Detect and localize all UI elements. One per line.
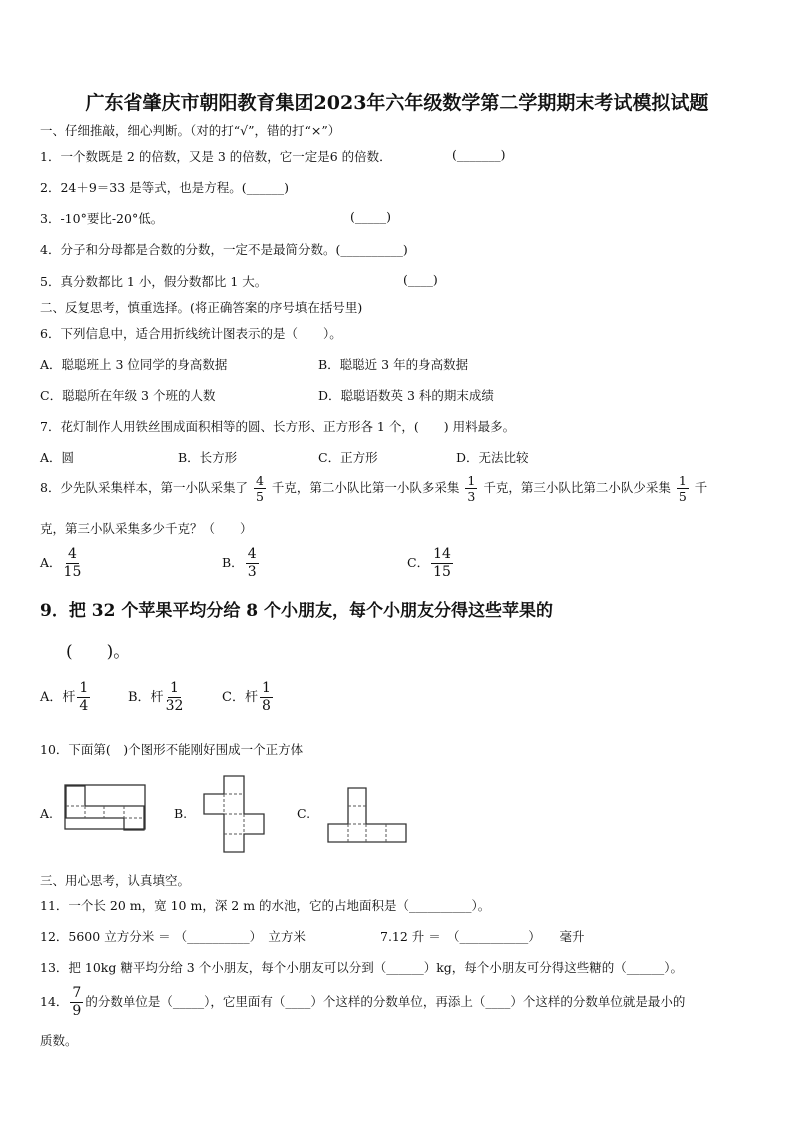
fraction-4-15 <box>64 546 82 581</box>
fraction-1-32 <box>166 680 184 715</box>
question-6-option-c[interactable]: C．聪聪所在年级 3 个班的人数 <box>40 388 216 403</box>
question-6-option-a[interactable]: A．聪聪班上 3 位同学的身高数据 <box>40 357 228 372</box>
question-1-blank[interactable]: (_______) <box>452 147 506 162</box>
fraction-denominator: 9 <box>72 1003 82 1019</box>
question-2: 2．24＋9＝33 是等式，也是方程。(______) <box>40 180 289 195</box>
question-10-option-c-label[interactable]: C. <box>297 806 311 821</box>
option-label: B． <box>222 555 244 570</box>
page-title: 广东省肇庆市朝阳教育集团2023年六年级数学第二学期期末考试模拟试题 <box>85 92 709 114</box>
question-14-line-2: 质数。 <box>40 1033 78 1048</box>
question-8-line-1 <box>40 473 760 504</box>
fraction-numerator: 4 <box>67 546 77 562</box>
question-8-text-3: 千克，第三小队比第二小队少采集 <box>483 480 671 495</box>
question-9-blank[interactable]: ( )。 <box>66 642 131 662</box>
fraction-1-3 <box>465 473 477 504</box>
question-14-number: 14． <box>40 994 69 1009</box>
question-10-option-b-label[interactable]: B. <box>174 806 188 821</box>
fraction-1-8 <box>260 680 273 715</box>
option-label: C．杆 <box>222 690 258 705</box>
fraction-denominator: 4 <box>79 698 89 714</box>
question-5-blank[interactable]: (____) <box>403 272 438 287</box>
fraction-numerator: 14 <box>433 546 451 562</box>
question-9-option-c[interactable] <box>222 680 275 715</box>
fraction-denominator: 3 <box>467 489 476 504</box>
question-6: 6．下列信息中，适合用折线统计图表示的是（ ）。 <box>40 326 342 341</box>
fraction-14-15 <box>431 546 453 581</box>
option-label: C． <box>407 555 430 570</box>
option-label: A． <box>40 555 62 570</box>
question-1: 1．一个数既是 2 的倍数，又是 3 的倍数，它一定是6 的倍数． <box>40 149 392 164</box>
fraction-numerator: 1 <box>170 680 179 696</box>
question-8-line-2: 克，第三小队采集多少千克？（ ） <box>40 521 253 536</box>
question-8-text-2: 千克，第二小队比第一小队多采集 <box>271 480 460 495</box>
cube-net-a-shape <box>64 784 146 832</box>
option-label: A．杆 <box>40 690 76 705</box>
question-11: 11．一个长 20 m，宽 10 m，深 2 m 的水池，它的占地面积是（__________）。 <box>40 898 491 913</box>
question-8-option-a[interactable] <box>40 546 83 581</box>
question-8-option-c[interactable] <box>407 546 455 581</box>
question-9: 9．把 32 个苹果平均分给 8 个小朋友，每个小朋友分得这些苹果的 <box>40 601 553 621</box>
question-5: 5．真分数都比 1 小，假分数都比 1 大。 <box>40 274 268 289</box>
fraction-numerator: 1 <box>467 473 476 488</box>
question-14-line-1 <box>40 985 685 1020</box>
fraction-numerator: 1 <box>678 473 687 488</box>
section-3-heading: 三、用心思考，认真填空。 <box>40 873 191 888</box>
question-9-option-a[interactable] <box>40 680 92 715</box>
fraction-denominator: 15 <box>63 564 82 580</box>
question-8-text-1: 8．少先队采集样本，第一小队采集了 <box>40 480 248 495</box>
question-9-option-b[interactable] <box>128 680 185 715</box>
question-7-option-d[interactable]: D．无法比较 <box>456 450 529 465</box>
fraction-1-4 <box>77 680 90 715</box>
fraction-denominator: 32 <box>165 698 184 714</box>
question-4: 4．分子和分母都是合数的分数，一定不是最简分数。(__________) <box>40 242 408 257</box>
question-6-option-d[interactable]: D．聪聪语数英 3 科的期末成绩 <box>318 388 494 403</box>
question-7-option-a[interactable]: A．圆 <box>40 450 75 465</box>
fraction-numerator: 7 <box>72 985 82 1001</box>
question-10-option-a-label[interactable]: A. <box>40 806 54 821</box>
question-13: 13．把 10kg 糖平均分给 3 个小朋友，每个小朋友可以分到（______）kg，每个小朋友可分得这些糖的（______）。 <box>40 960 684 975</box>
fraction-4-5 <box>254 473 266 504</box>
fraction-1-5 <box>677 473 689 504</box>
fraction-denominator: 8 <box>261 698 271 714</box>
section-1-heading: 一、仔细推敲，细心判断。（对的打“√”，错的打“×”） <box>40 123 341 138</box>
question-10: 10．下面第( )个图形不能刚好围成一个正方体 <box>40 742 304 757</box>
question-12-part-a: 12．5600 立方分米 ＝ （__________） 立方米 <box>40 929 306 944</box>
question-7: 7．花灯制作人用铁丝围成面积相等的圆、长方形、正方形各 1 个，( ) 用料最多。 <box>40 419 516 434</box>
fraction-4-3 <box>246 546 259 581</box>
fraction-numerator: 1 <box>261 680 271 696</box>
question-7-option-b[interactable]: B．长方形 <box>178 450 238 465</box>
fraction-denominator: 5 <box>678 489 687 504</box>
question-3-blank[interactable]: (_____) <box>350 209 392 224</box>
cube-net-b[interactable] <box>202 774 266 854</box>
section-2-heading: 二、反复思考，慎重选择。(将正确答案的序号填在括号里) <box>40 300 363 315</box>
question-7-option-c[interactable]: C．正方形 <box>318 450 378 465</box>
question-8-option-b[interactable] <box>222 546 261 581</box>
fraction-numerator: 1 <box>79 680 89 696</box>
fraction-denominator: 5 <box>255 489 264 504</box>
cube-net-c[interactable] <box>326 786 408 844</box>
option-label: B．杆 <box>128 690 164 705</box>
fraction-7-9 <box>70 985 83 1020</box>
question-6-option-b[interactable]: B．聪聪近 3 年的身高数据 <box>318 357 469 372</box>
question-14-text: 的分数单位是（_____），它里面有（____）个这样的分数单位，再添上（____）个这样的分数单位就是最小的 <box>85 994 686 1009</box>
fraction-numerator: 4 <box>255 473 264 488</box>
fraction-denominator: 15 <box>433 564 451 580</box>
question-12-part-b: 7.12 升 ＝ （___________） 毫升 <box>380 929 585 944</box>
fraction-denominator: 3 <box>247 564 257 580</box>
question-3: 3．-10°要比-20°低。 <box>40 211 164 226</box>
question-8-text-4: 千 <box>694 480 708 495</box>
fraction-numerator: 4 <box>247 546 257 562</box>
